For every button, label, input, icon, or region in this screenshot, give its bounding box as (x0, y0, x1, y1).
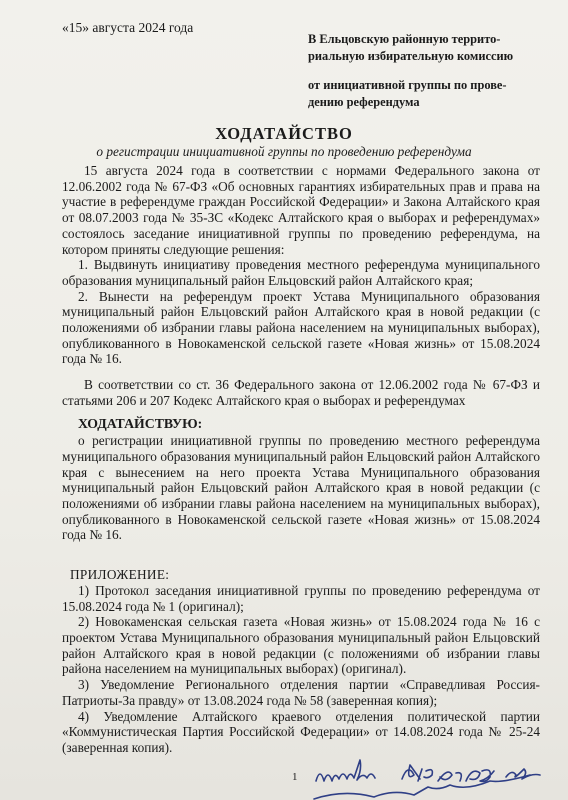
document-body (62, 163, 540, 756)
appendix-heading: ПРИЛОЖЕНИЕ: (70, 567, 170, 583)
addressee-line: В Ельцовскую районную террито- (308, 32, 501, 46)
basis-paragraph: В соответствии со ст. 36 Федерального закона от 12.06.2002 года № 67-ФЗ и статьями 206 и 207 Кодекс Алтайского края о выборах и референдумах (62, 377, 540, 408)
document-date: «15» августа 2024 года (62, 20, 194, 35)
addressee-line: риальную избирательную комиссию (308, 49, 514, 63)
document-title: ХОДАТАЙСТВО (215, 124, 353, 143)
petition-heading: ХОДАТАЙСТВУЮ: (78, 415, 203, 431)
page-number: 1 (292, 771, 298, 783)
decision-item: 1. Выдвинуть инициативу проведения местного референдума муниципального образования муниципальный район Ельцовский район Алтайского края; (62, 257, 540, 288)
sender-line: от инициативной группы по прове- (308, 78, 507, 92)
document-subtitle: о регистрации инициативной группы по проведению референдума (96, 144, 472, 159)
sender-line: дению референдума (308, 95, 420, 109)
appendix-item: 3) Уведомление Регионального отделения партии «Справедливая Россия-Патриоты-За правду» от 13.08.2024 года № 58 (заверенная копия); (62, 677, 540, 708)
addressee-block (308, 31, 558, 111)
handwritten-signature (310, 753, 550, 800)
appendix-item: 1) Протокол заседания инициативной группы по проведению референдума от 15.08.2024 года № 1 (оригинал); (62, 582, 540, 614)
appendix-item: 4) Уведомление Алтайского краевого отделения политической партии «Коммунистическая Партия Российской Федерации» от 14.08.2024 года № 25-24 (заверенная копия). (62, 708, 540, 755)
intro-paragraph: 15 августа 2024 года в соответствии с нормами Федерального закона от 12.06.2002 года № 67-ФЗ «Об основных гарантиях избирательных прав и права на участие в референдуме граждан Российской Федерации» и Закона Алтайского края от 08.07.2003 года № 35-ЗС «Кодекс Алтайского края о выборах и референдумах» состоялось заседание инициативной группы по проведению референдума, на котором приняты следующие решения: (62, 163, 540, 257)
petition-paragraph: о регистрации инициативной группы по проведению местного референдума муниципального образования муниципальный район Ельцовский район Алтайского края с вынесением на него проекта Устава Муниципального образования муниципальный район Ельцовский район Алтайского края в новой редакции (с положениями об избрании главы района населением на муниципальных выборах), опубликованного в Новокаменской сельской газете «Новая жизнь» от 15.08.2024 года № 16. (62, 433, 540, 543)
decision-item: 2. Вынести на референдум проект Устава Муниципального образования муниципальный район Ельцовский район Алтайского края в новой редакции (с положениями об избрании главы района населением на муниципальных выборах), опубликованного в Новокаменской сельской газете «Новая жизнь» от 15.08.2024 года № 16. (62, 288, 540, 367)
appendix-item: 2) Новокаменская сельская газета «Новая жизнь» от 15.08.2024 года № 16 с проектом Устава Муниципального образования муниципальный район Ельцовский район Алтайского края в новой редакции (с положениями об избрании главы района населением на муниципальных выборах) (оригинал). (62, 614, 540, 677)
